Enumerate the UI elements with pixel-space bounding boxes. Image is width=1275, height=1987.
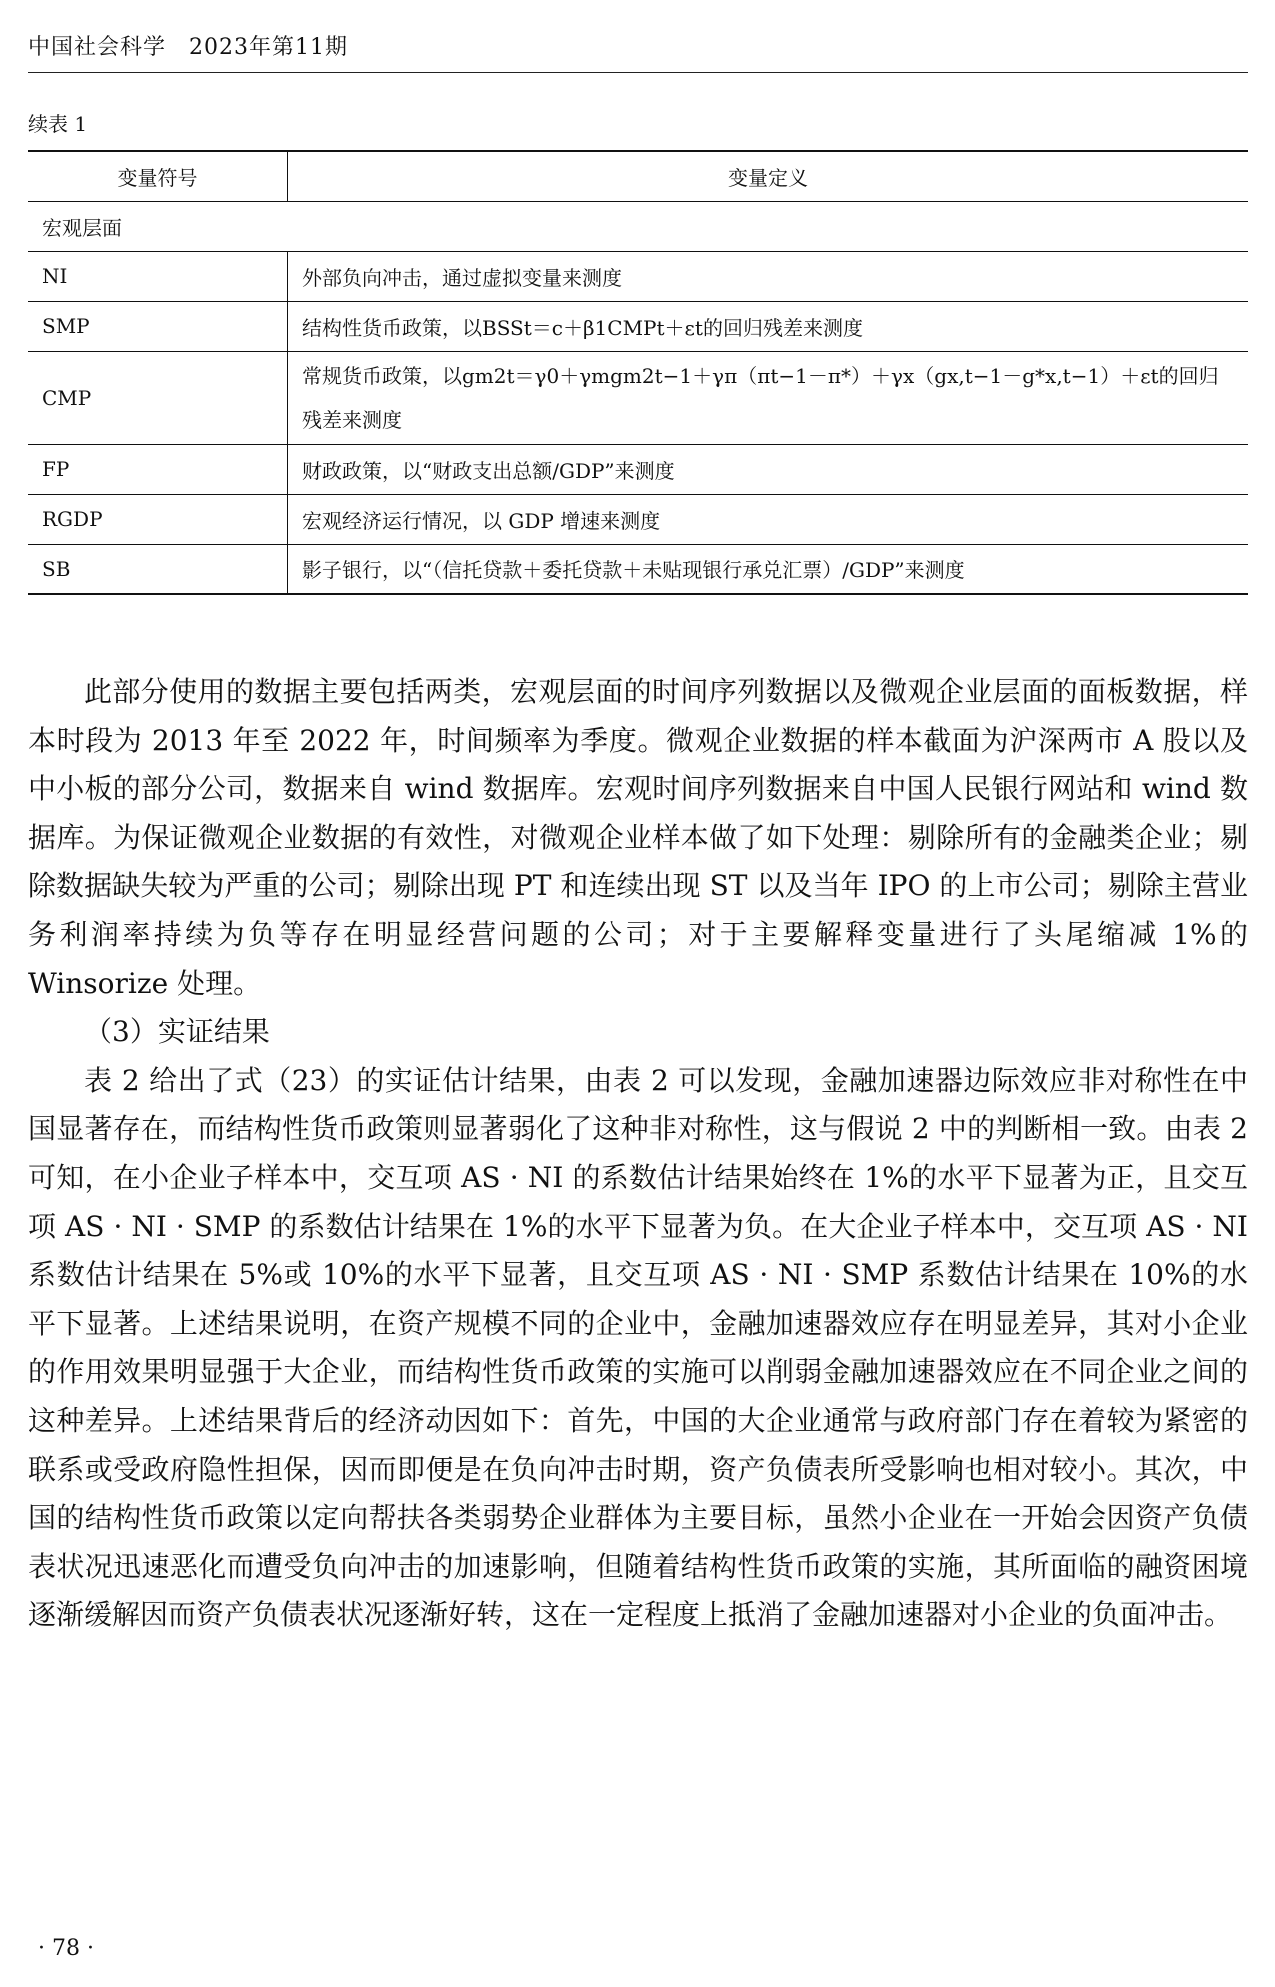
variable-symbol: RGDP — [28, 494, 288, 544]
table-row — [28, 301, 1248, 351]
column-header-symbol: 变量符号 — [28, 151, 288, 201]
table-row — [28, 444, 1248, 494]
header-rule — [28, 72, 1248, 73]
variable-definition-table — [28, 150, 1248, 595]
variable-symbol: CMP — [28, 351, 288, 444]
variable-definition: 结构性货币政策，以BSSt＝c＋β1CMPt＋εt的回归残差来测度 — [288, 301, 1249, 351]
table-header-row — [28, 151, 1248, 201]
table-row — [28, 351, 1248, 444]
variable-definition: 财政政策，以“财政支出总额/GDP”来测度 — [288, 444, 1249, 494]
table-row — [28, 251, 1248, 301]
variable-definition: 常规货币政策，以gm2t＝γ0＋γmgm2t−1＋γπ（πt−1－π*）＋γx（gx,t−1－g*x,t−1）＋εt的回归残差来测度 — [288, 351, 1249, 444]
subsection-heading: （3）实证结果 — [84, 1015, 270, 1049]
table-section-row — [28, 201, 1248, 251]
table-caption: 续表 1 — [28, 112, 88, 136]
variable-definition: 影子银行，以“（信托贷款＋委托贷款＋未贴现银行承兑汇票）/GDP”来测度 — [288, 544, 1249, 594]
paragraph-data-description: 此部分使用的数据主要包括两类，宏观层面的时间序列数据以及微观企业层面的面板数据，样本时段为 2013 年至 2022 年，时间频率为季度。微观企业数据的样本截面为沪深两市 A 股以及中小板的部分公司，数据来自 wind 数据库。宏观时间序列数据来自中国人民银行网站和 wind 数据库。为保证微观企业数据的有效性，对微观企业样本做了如下处理：剔除所有的金融类企业；剔除数据缺失较为严重的公司；剔除出现 PT 和连续出现 ST 以及当年 IPO 的上市公司；剔除主营业务利润率持续为负等存在明显经营问题的公司；对于主要解释变量进行了头尾缩减 1%的 Winsorize 处理。 — [28, 675, 1248, 1000]
page-number: · 78 · — [38, 1936, 94, 1961]
variable-definition: 宏观经济运行情况，以 GDP 增速来测度 — [288, 494, 1249, 544]
column-header-definition: 变量定义 — [288, 151, 1249, 201]
table-row — [28, 544, 1248, 594]
variable-symbol: SMP — [28, 301, 288, 351]
paragraph-empirical-results: 表 2 给出了式（23）的实证估计结果，由表 2 可以发现，金融加速器边际效应非对称性在中国显著存在，而结构性货币政策则显著弱化了这种非对称性，这与假说 2 中的判断相一致。由表 2 可知，在小企业子样本中，交互项 AS · NI 的系数估计结果始终在 1%的水平下显著为正，且交互项 AS · NI · SMP 的系数估计结果在 1%的水平下显著为负。在大企业子样本中，交互项 AS · NI 系数估计结果在 5%或 10%的水平下显著，且交互项 AS · NI · SMP 系数估计结果在 10%的水平下显著。上述结果说明，在资产规模不同的企业中，金融加速器效应存在明显差异，其对小企业的作用效果明显强于大企业，而结构性货币政策的实施可以削弱金融加速器效应在不同企业之间的这种差异。上述结果背后的经济动因如下：首先，中国的大企业通常与政府部门存在着较为紧密的联系或受政府隐性担保，因而即便是在负向冲击时期，资产负债表所受影响也相对较小。其次，中国的结构性货币政策以定向帮扶各类弱势企业群体为主要目标，虽然小企业在一开始会因资产负债表状况迅速恶化而遭受负向冲击的加速影响，但随着结构性货币政策的实施，其所面临的融资困境逐渐缓解因而资产负债表状况逐渐好转，这在一定程度上抵消了金融加速器对小企业的负面冲击。 — [28, 1063, 1248, 1632]
table-row — [28, 494, 1248, 544]
variable-symbol: NI — [28, 251, 288, 301]
running-header: 中国社会科学 2023年第11期 — [28, 35, 348, 60]
variable-symbol: FP — [28, 444, 288, 494]
body-text — [28, 668, 1248, 1640]
variable-symbol: SB — [28, 544, 288, 594]
variable-definition: 外部负向冲击，通过虚拟变量来测度 — [288, 251, 1249, 301]
section-label: 宏观层面 — [28, 201, 1248, 251]
